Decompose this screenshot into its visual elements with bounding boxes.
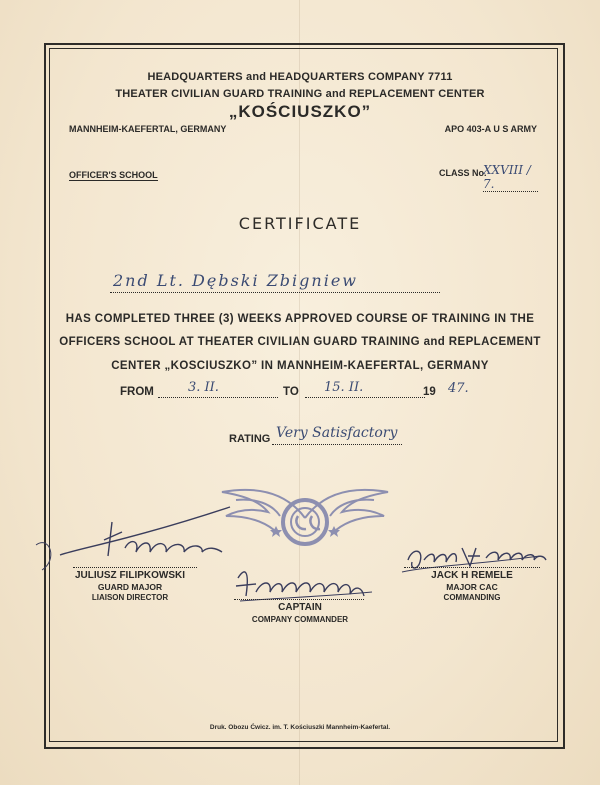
header-line-2: THEATER CIVILIAN GUARD TRAINING and REPLACEMENT CENTER bbox=[115, 88, 485, 100]
body-line-1: HAS COMPLETED THREE (3) WEEKS APPROVED COURSE OF TRAINING IN THE bbox=[65, 313, 535, 325]
right-signatory-title: COMMANDING bbox=[443, 593, 501, 602]
year-value: 47. bbox=[448, 381, 469, 396]
left-signatory-rank: GUARD MAJOR bbox=[97, 582, 163, 592]
year-label: 19 bbox=[423, 386, 436, 398]
right-signatory-name: JACK H REMELE bbox=[431, 570, 513, 581]
right-signatory-rank: MAJOR CAC bbox=[446, 582, 498, 592]
printer-imprint: Druk. Obozu Ćwicz. im. T. Kościuszki Mannheim-Kaefertal. bbox=[209, 724, 391, 731]
from-line bbox=[158, 397, 278, 398]
rating-line bbox=[272, 444, 402, 445]
apo-address: APO 403-A U S ARMY bbox=[444, 124, 537, 134]
rating-label: RATING bbox=[229, 433, 271, 445]
to-date: 15. II. bbox=[324, 380, 364, 395]
body-line-3: CENTER „KOSCIUSZKO” IN MANNHEIM-KAEFERTAL, GERMANY bbox=[111, 360, 489, 372]
signature-line-left bbox=[73, 567, 197, 568]
rating-value: Very Satisfactory bbox=[276, 425, 398, 441]
left-signatory-title: LIAISON DIRECTOR bbox=[91, 593, 169, 602]
left-signatory-name: JULIUSZ FILIPKOWSKI bbox=[75, 570, 185, 581]
middle-signatory-rank: CAPTAIN bbox=[278, 602, 322, 613]
recipient-line bbox=[110, 292, 440, 293]
winged-emblem-stamp bbox=[216, 482, 394, 554]
signature-line-right bbox=[404, 567, 540, 568]
from-label: FROM bbox=[120, 386, 154, 398]
certificate-title: CERTIFICATE bbox=[238, 214, 362, 233]
school-label: OFFICER'S SCHOOL bbox=[69, 170, 158, 180]
middle-signatory-title: COMPANY COMMANDER bbox=[251, 615, 349, 624]
header-title: „KOŚCIUSZKO” bbox=[228, 102, 372, 121]
signature-line-middle bbox=[234, 599, 364, 600]
body-line-2: OFFICERS SCHOOL AT THEATER CIVILIAN GUARD TRAINING and REPLACEMENT bbox=[59, 336, 541, 348]
location: MANNHEIM-KAEFERTAL, GERMANY bbox=[69, 124, 227, 134]
class-value: XXVIII / 7. bbox=[483, 163, 538, 192]
from-date: 3. II. bbox=[188, 380, 219, 395]
header-line-1: HEADQUARTERS and HEADQUARTERS COMPANY 7711 bbox=[147, 71, 453, 83]
to-label: TO bbox=[283, 386, 299, 398]
recipient-name: 2nd Lt. Dębski Zbigniew bbox=[113, 271, 358, 290]
class-label: CLASS No. bbox=[439, 168, 487, 178]
to-line bbox=[305, 397, 425, 398]
